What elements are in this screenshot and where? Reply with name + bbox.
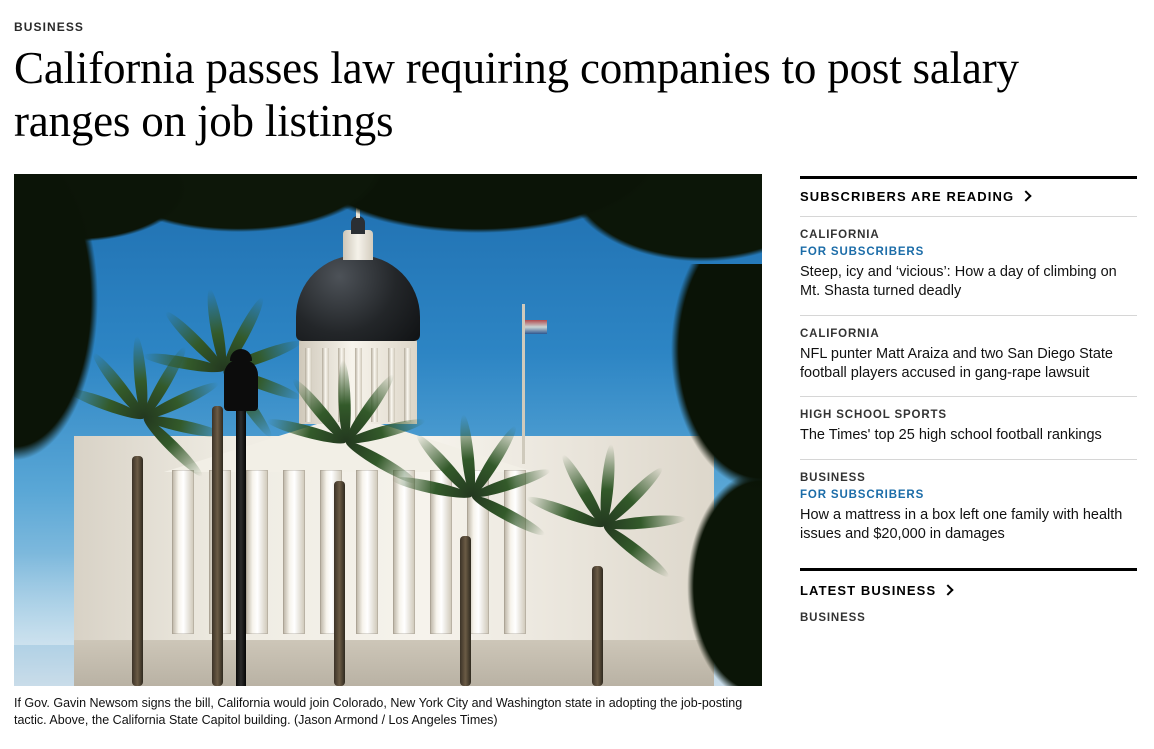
tree-canopy-right: [592, 264, 762, 686]
list-item[interactable]: [800, 315, 1137, 397]
rail-item-headline[interactable]: Steep, icy and ‘vicious’: How a day of climbing on Mt. Shasta turned deadly: [800, 264, 1117, 300]
street-lamp-head: [224, 359, 258, 411]
content-columns: [14, 174, 1140, 730]
article-kicker[interactable]: BUSINESS: [14, 20, 84, 34]
rail-item-badge: FOR SUBSCRIBERS: [800, 488, 925, 501]
rail-item-headline[interactable]: How a mattress in a box left one family with health issues and $20,000 in damages: [800, 506, 1123, 542]
rail-item-category[interactable]: CALIFORNIA: [800, 327, 880, 340]
article-main-column: [14, 174, 762, 730]
tree-canopy-left: [14, 174, 144, 504]
photo-caption: If Gov. Gavin Newsom signs the bill, California would join Colorado, New York City and Washington state in adopting the job-posting tactic. Above, the California State Capitol building. (Jason Armond / Los Angeles Times): [14, 696, 743, 728]
street-lamp-post: [236, 386, 246, 686]
subscribers-are-reading-label: SUBSCRIBERS ARE READING: [800, 189, 1015, 205]
rail-item-headline[interactable]: The Times' top 25 high school football rankings: [800, 427, 1102, 444]
lead-photo: [14, 174, 762, 686]
rail-item-headline[interactable]: NFL punter Matt Araiza and two San Diego State football players accused in gang-rape lawsuit: [800, 345, 1113, 382]
page-title: California passes law requiring companies to post salary ranges on job listings: [14, 43, 1019, 147]
rail-item-category[interactable]: CALIFORNIA: [800, 229, 880, 242]
rail-item-badge: FOR SUBSCRIBERS: [800, 246, 925, 259]
list-item[interactable]: [800, 459, 1137, 558]
chevron-right-icon: [1021, 191, 1032, 202]
latest-item-category[interactable]: BUSINESS: [800, 612, 866, 625]
latest-business-header[interactable]: [800, 571, 1137, 612]
rail-item-category[interactable]: BUSINESS: [800, 471, 866, 484]
chevron-right-icon: [943, 584, 954, 595]
article-page: [0, 20, 1154, 749]
sidebar-rail: [800, 174, 1137, 624]
latest-business-label: LATEST BUSINESS: [800, 583, 937, 599]
list-item[interactable]: [800, 216, 1137, 315]
list-item[interactable]: [800, 396, 1137, 458]
subscribers-are-reading-header[interactable]: [800, 179, 1137, 216]
rail-item-category[interactable]: HIGH SCHOOL SPORTS: [800, 409, 947, 422]
